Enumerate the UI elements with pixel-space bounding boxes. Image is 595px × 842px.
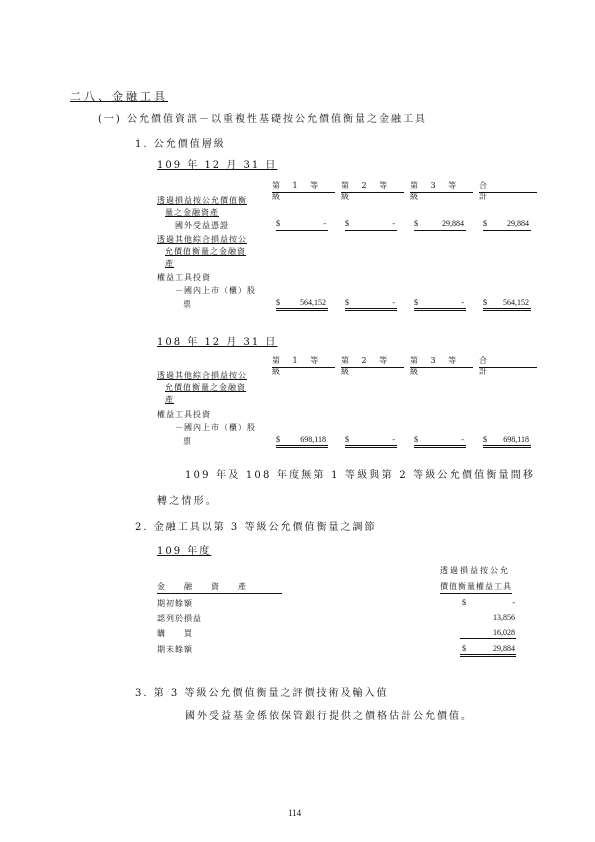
cell-value: -	[461, 435, 464, 444]
recon-row-label: 期末餘額	[157, 645, 193, 654]
group-label: 允價值衡量之金融資	[165, 247, 246, 256]
cell-currency: $	[414, 219, 418, 228]
group-label: 允價值衡量之金融資	[165, 383, 246, 392]
cell-currency: $	[414, 298, 418, 307]
cell-value: 29,884	[442, 219, 464, 228]
row-label-listed-stocks: －國內上市（櫃）股	[175, 286, 256, 295]
group-label: 透過其他綜合損益按公	[157, 371, 247, 380]
col-header-level2: 第 2 等級	[341, 180, 404, 193]
recon-value: -	[512, 598, 515, 607]
recon-value: 29,884	[493, 644, 515, 653]
valuation-note: 國外受益基金係依保管銀行提供之價格估計公允價值。	[185, 711, 473, 722]
subgroup-label: 權益工具投資	[157, 273, 211, 282]
cell-value: 29,884	[507, 219, 529, 228]
section-title: 二八、金融工具	[70, 90, 168, 103]
cell-currency: $	[276, 219, 280, 228]
cell-currency: $	[345, 435, 349, 444]
cell-value: 698,118	[300, 435, 326, 444]
cell-currency: $	[414, 435, 418, 444]
cell-value: 564,152	[503, 298, 529, 307]
recon-row-label: 認列於損益	[157, 614, 202, 623]
subgroup-label: 權益工具投資	[157, 410, 211, 419]
row-label-listed-stocks-cont: 票	[183, 437, 192, 446]
row-label-listed-stocks-cont: 票	[183, 300, 192, 309]
cell-currency: $	[276, 435, 280, 444]
group-label: 透過其他綜合損益按公	[157, 235, 247, 244]
cell-currency: $	[345, 219, 349, 228]
cell-currency: $	[483, 435, 487, 444]
group-label: 透過損益按公允價值衡	[157, 196, 247, 205]
item-2-title: 2. 金融工具以第 3 等級公允價值衡量之調節	[135, 522, 377, 533]
group-label: 量之金融資產	[165, 208, 219, 217]
col-header-level2: 第 2 等級	[341, 355, 404, 368]
recon-col-header-line1: 透過損益按公允	[440, 566, 510, 575]
cell-value: -	[392, 298, 395, 307]
cell-currency: $	[345, 298, 349, 307]
page-number: 114	[288, 808, 302, 818]
col-header-level1: 第 1 等級	[272, 180, 335, 193]
table-109-date: 109 年 12 月 31 日	[157, 160, 278, 171]
cell-value: -	[323, 219, 326, 228]
item-3-title: 3. 第 3 等級公允價值衡量之評價技術及輸入值	[135, 688, 389, 699]
col-header-level3: 第 3 等級	[410, 180, 473, 193]
col-header-total: 合 計	[479, 355, 537, 368]
item-1-title: 1. 公允價值層級	[135, 139, 226, 150]
row-label-listed-stocks: －國內上市（櫃）股	[175, 423, 256, 432]
recon-value: 16,028	[493, 628, 515, 637]
col-header-total: 合 計	[479, 180, 537, 193]
transfer-note-line2: 轉之情形。	[157, 496, 218, 507]
recon-currency: $	[462, 644, 466, 653]
cell-value: 564,152	[300, 298, 326, 307]
cell-currency: $	[483, 298, 487, 307]
cell-value: -	[392, 219, 395, 228]
cell-value: -	[461, 298, 464, 307]
row-label-foreign-beneficiary: 國外受益憑證	[175, 221, 229, 230]
recon-row-label: 期初餘額	[157, 599, 193, 608]
table-108-date: 108 年 12 月 31 日	[157, 337, 278, 348]
cell-currency: $	[276, 298, 280, 307]
subsection-title: (一) 公允價值資訊－以重複性基礎按公允價值衡量之金融工具	[98, 114, 427, 125]
group-label: 產	[165, 395, 174, 404]
cell-currency: $	[483, 219, 487, 228]
cell-value: 698,118	[503, 435, 529, 444]
recon-currency: $	[462, 598, 466, 607]
recon-row-header: 金 融 資 產	[157, 581, 282, 594]
recon-row-label: 購 買	[157, 629, 193, 638]
transfer-note-line1: 109 年及 108 年度無第 1 等級與第 2 等級公允價值衡量間移	[185, 470, 536, 481]
cell-value: -	[392, 435, 395, 444]
col-header-level1: 第 1 等級	[272, 355, 335, 368]
recon-value: 13,856	[493, 613, 515, 622]
recon-year: 109 年度	[157, 546, 212, 557]
col-header-level3: 第 3 等級	[410, 355, 473, 368]
recon-col-header-line2: 價值衡量權益工具	[440, 581, 512, 594]
group-label: 產	[165, 259, 174, 268]
